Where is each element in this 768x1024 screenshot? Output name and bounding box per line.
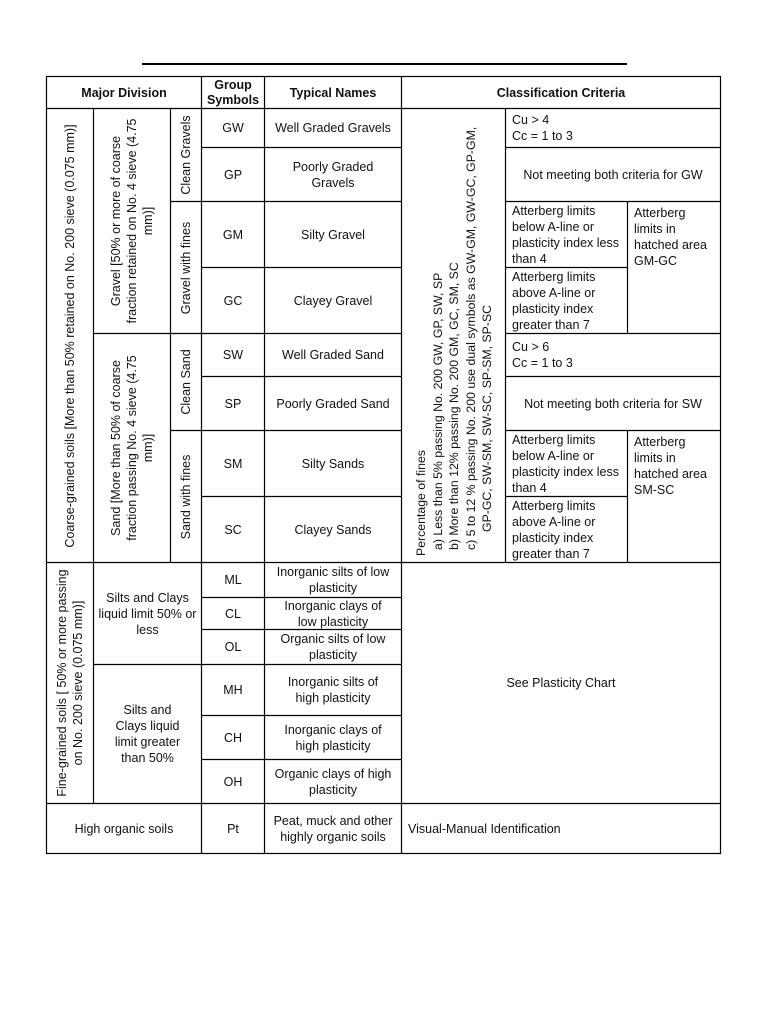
symbol-gp: GP bbox=[223, 167, 243, 182]
gravel-with-fines-label: Gravel with fines bbox=[179, 221, 193, 314]
criteria-gw-cu: Cu > 4 bbox=[512, 113, 550, 127]
symbol-sc: SC bbox=[224, 522, 242, 537]
clean-sand-cell bbox=[171, 334, 201, 430]
name-sw: Well Graded Sand bbox=[282, 348, 384, 362]
criteria-gm: Atterberg limits below A-line or plasticity index less than 4 bbox=[512, 203, 619, 266]
criteria-plasticity-chart: See Plasticity Chart bbox=[506, 676, 616, 690]
name-pt: Peat, muck and other highly organic soils bbox=[273, 813, 393, 844]
header-typical-names: Typical Names bbox=[289, 85, 377, 100]
fines-item-b: b) More than 12% passing No. 200 GM, GC, SM, SC bbox=[446, 261, 461, 550]
fine-grained-cell bbox=[47, 563, 93, 803]
name-gm: Silty Gravel bbox=[301, 227, 365, 242]
criteria-gw-cc: Cc = 1 to 3 bbox=[512, 129, 573, 143]
criteria-sc: Atterberg limits above A-line or plasticity index greater than 7 bbox=[512, 498, 596, 561]
coarse-grained-cell bbox=[47, 109, 93, 562]
percentage-of-fines-block bbox=[412, 116, 495, 556]
name-sm: Silty Sands bbox=[301, 456, 365, 471]
symbol-sm: SM bbox=[223, 456, 243, 471]
sand-with-fines-cell bbox=[171, 431, 201, 562]
header-classification-criteria: Classification Criteria bbox=[496, 85, 626, 100]
silts-clays-low: Silts and Clays liquid limit 50% or less bbox=[98, 590, 197, 637]
percentage-of-fines-cell bbox=[402, 109, 505, 562]
symbol-gw: GW bbox=[222, 121, 244, 135]
name-ch: Inorganic clays of high plasticity bbox=[284, 722, 382, 753]
high-organic-label: High organic soils bbox=[74, 821, 174, 836]
name-gw: Well Graded Gravels bbox=[275, 121, 391, 135]
symbol-ch: CH bbox=[223, 730, 243, 745]
header-group-symbols: Group Symbols bbox=[206, 77, 260, 107]
sand-label: Sand [More than 50% of coarse fraction passing No. 4 sieve (4.75 mm)] bbox=[109, 355, 155, 541]
name-ol: Organic silts of low plasticity bbox=[280, 632, 386, 662]
name-cl: Inorganic clays of low plasticity bbox=[284, 598, 382, 629]
fines-item-a: a) Less than 5% passing No. 200 GW, GP, SW, SP bbox=[429, 272, 444, 550]
header-major-division: Major Division bbox=[81, 85, 167, 100]
fines-item-c-cont: GP-GC, SW-SM, SW-SC, SP-SM, SP-SC bbox=[479, 304, 494, 532]
fines-title: Percentage of fines bbox=[413, 449, 428, 556]
coarse-grained-label: Coarse-grained soils [More than 50% retained on No. 200 sieve (0.075 mm)] bbox=[63, 123, 77, 548]
name-mh: Inorganic silts of high plasticity bbox=[287, 675, 379, 705]
criteria-sm-sc-hatched: Atterberg limits in hatched area SM-SC bbox=[634, 435, 707, 497]
criteria-gw bbox=[506, 109, 720, 147]
criteria-sw bbox=[506, 334, 720, 376]
criteria-gp: Not meeting both criteria for GW bbox=[523, 167, 703, 182]
name-gc: Clayey Gravel bbox=[293, 293, 373, 308]
gravel-cell bbox=[94, 109, 170, 333]
symbol-ol: OL bbox=[224, 640, 242, 654]
criteria-sm: Atterberg limits below A-line or plasticity index less than 4 bbox=[512, 432, 619, 495]
criteria-sw-cu: Cu > 6 bbox=[512, 340, 550, 354]
symbol-oh: OH bbox=[223, 774, 243, 789]
criteria-visual-manual: Visual-Manual Identification bbox=[408, 821, 561, 836]
sand-with-fines-label: Sand with fines bbox=[179, 454, 193, 539]
symbol-cl: CL bbox=[225, 606, 241, 621]
criteria-gc: Atterberg limits above A-line or plasticity index greater than 7 bbox=[512, 269, 596, 332]
name-ml: Inorganic silts of low plasticity bbox=[276, 565, 390, 595]
name-gp: Poorly Graded Gravels bbox=[292, 159, 374, 190]
criteria-gm-gc-hatched: Atterberg limits in hatched area GM-GC bbox=[634, 206, 707, 268]
sand-cell bbox=[94, 334, 170, 562]
silts-clays-high: Silts and Clays liquid limit greater than 50% bbox=[114, 703, 181, 765]
symbol-gm: GM bbox=[222, 227, 244, 242]
symbol-ml: ML bbox=[224, 573, 242, 587]
clean-gravels-label: Clean Gravels bbox=[179, 115, 193, 195]
name-sc: Clayey Sands bbox=[294, 522, 372, 537]
name-sp: Poorly Graded Sand bbox=[276, 396, 390, 411]
gravel-label: Gravel [50% or more of coarse fraction retained on No. 4 sieve (4.75 mm)] bbox=[109, 118, 155, 324]
symbol-mh: MH bbox=[223, 683, 243, 697]
criteria-sw-cc: Cc = 1 to 3 bbox=[512, 356, 573, 370]
criteria-sp: Not meeting both criteria for SW bbox=[524, 396, 702, 411]
symbol-sp: SP bbox=[224, 396, 242, 411]
symbol-pt: Pt bbox=[227, 821, 239, 836]
clean-gravels-cell bbox=[171, 109, 201, 201]
clean-sand-label: Clean Sand bbox=[179, 349, 193, 415]
symbol-sw: SW bbox=[222, 348, 244, 362]
fines-item-c: c) 5 to 12 % passing No. 200 use dual symbols as GW-GM, GW-GC, GP-GM, bbox=[462, 126, 477, 550]
name-oh: Organic clays of high plasticity bbox=[274, 766, 392, 797]
symbol-gc: GC bbox=[223, 293, 243, 308]
gravel-with-fines-cell bbox=[171, 202, 201, 333]
fine-grained-label: Fine-grained soils [ 50% or more passing on No. 200 sieve (0.075 mm)] bbox=[55, 569, 85, 797]
